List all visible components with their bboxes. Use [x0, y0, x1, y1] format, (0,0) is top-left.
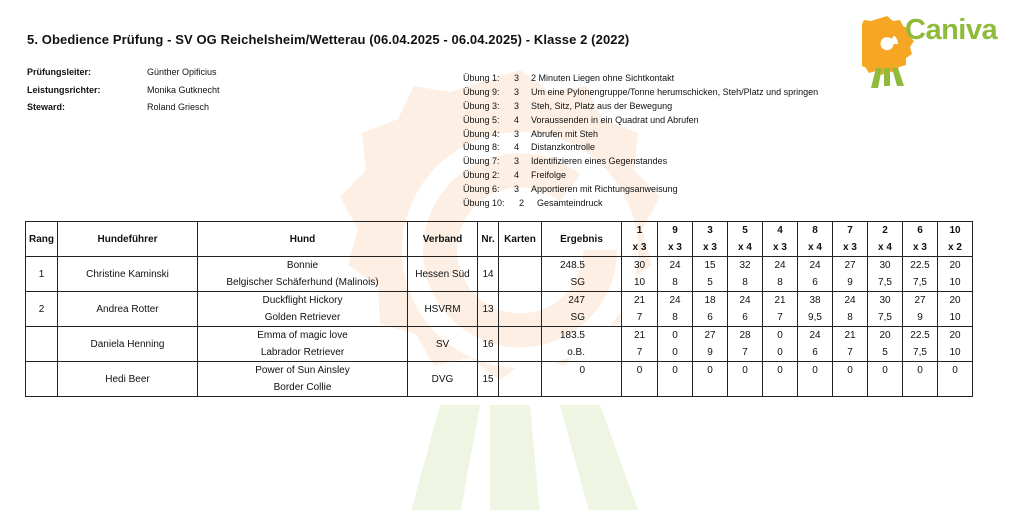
cell-karten — [499, 362, 542, 397]
header-exercise: 9 x 3 — [658, 222, 693, 257]
exercise-points: 3 — [514, 86, 520, 97]
cell-bewertung: SG — [542, 274, 622, 292]
cell-score: 24 — [763, 257, 798, 275]
cell-score: 20 — [868, 327, 903, 345]
cell-hundefuehrer: Daniela Henning — [58, 327, 198, 362]
cell-ergebnis: 248.5 — [542, 257, 622, 275]
cell-score-weighted: 5 — [868, 344, 903, 362]
cell-score: 24 — [798, 257, 833, 275]
meta-label: Steward: — [27, 102, 66, 112]
cell-score: 0 — [693, 362, 728, 380]
header-exercise: 8 x 4 — [798, 222, 833, 257]
meta-label: Prüfungsleiter: — [27, 67, 92, 77]
meta-label: Leistungsrichter: — [27, 85, 101, 95]
header-karten: Karten — [499, 222, 542, 257]
cell-score: 24 — [728, 292, 763, 310]
cell-rang: 2 — [26, 292, 58, 327]
exercise-points: 3 — [514, 184, 520, 195]
cell-score: 0 — [728, 362, 763, 380]
meta-value: Günther Opificius — [147, 67, 217, 77]
cell-score-weighted — [693, 379, 728, 397]
cell-score-weighted: 6 — [728, 309, 763, 327]
cell-score-weighted — [763, 379, 798, 397]
cell-score-weighted: 7,5 — [868, 309, 903, 327]
cell-score-weighted: 9,5 — [798, 309, 833, 327]
cell-score-weighted: 8 — [728, 274, 763, 292]
header-exercise: 10 x 2 — [938, 222, 973, 257]
results-body — [26, 222, 973, 397]
table-row — [26, 327, 973, 345]
cell-score: 24 — [833, 292, 868, 310]
cell-score-weighted: 8 — [833, 309, 868, 327]
exercise-points: 4 — [514, 170, 520, 181]
cell-score: 24 — [658, 292, 693, 310]
cell-bewertung — [542, 379, 622, 397]
cell-hund-name: Bonnie — [198, 257, 408, 275]
header-hundefuehrer: Hundeführer — [58, 222, 198, 257]
cell-score-weighted: 6 — [798, 344, 833, 362]
exercise-name: Übung 1: — [463, 73, 500, 83]
header-exercise: 2 x 4 — [868, 222, 903, 257]
cell-score-weighted: 7,5 — [868, 274, 903, 292]
header-hund: Hund — [198, 222, 408, 257]
meta-value: Roland Griesch — [147, 102, 210, 112]
cell-score: 0 — [763, 327, 798, 345]
exercise-name: Übung 10: — [463, 198, 505, 209]
exercise-name: Übung 9: — [463, 86, 500, 97]
exercise-points: 3 — [514, 156, 520, 167]
cell-score-weighted — [622, 379, 658, 397]
header-ergebnis: Ergebnis — [542, 222, 622, 257]
cell-score-weighted — [798, 379, 833, 397]
cell-score: 27 — [833, 257, 868, 275]
cell-karten — [499, 292, 542, 327]
cell-score-weighted: 0 — [763, 344, 798, 362]
cell-score: 27 — [693, 327, 728, 345]
cell-score: 0 — [658, 362, 693, 380]
cell-nr: 14 — [478, 257, 499, 292]
cell-score: 28 — [728, 327, 763, 345]
exercise-desc: Um eine Pylonengruppe/Tonne herumschicken, Steh/Platz und springen — [531, 86, 819, 97]
cell-hundefuehrer: Andrea Rotter — [58, 292, 198, 327]
exercise-points: 3 — [514, 73, 520, 83]
exercise-name: Übung 6: — [463, 184, 500, 195]
cell-hund-rasse: Border Collie — [198, 379, 408, 397]
cell-score: 20 — [938, 257, 973, 275]
cell-score-weighted: 10 — [938, 344, 973, 362]
cell-hund-rasse: Labrador Retriever — [198, 344, 408, 362]
cell-score: 21 — [622, 327, 658, 345]
cell-score: 0 — [833, 362, 868, 380]
exercise-points: 4 — [514, 114, 520, 125]
cell-bewertung: SG — [542, 309, 622, 327]
cell-nr: 13 — [478, 292, 499, 327]
table-row — [26, 257, 973, 275]
header-exercise: 7 x 3 — [833, 222, 868, 257]
exercise-desc: Steh, Sitz, Platz aus der Bewegung — [531, 100, 673, 111]
cell-score: 22.5 — [903, 257, 938, 275]
exercise-desc: 2 Minuten Liegen ohne Sichtkontakt — [531, 73, 675, 83]
cell-score: 0 — [938, 362, 973, 380]
exercise-points: 4 — [514, 142, 520, 153]
cell-hund-rasse: Golden Retriever — [198, 309, 408, 327]
cell-score-weighted: 8 — [658, 309, 693, 327]
cell-score-weighted: 7,5 — [903, 274, 938, 292]
exercise-desc: Distanzkontrolle — [531, 142, 596, 153]
exercise-desc: Gesamteindruck — [537, 198, 603, 209]
exercise-name: Übung 5: — [463, 114, 500, 125]
exercise-desc: Identifizieren eines Gegenstandes — [531, 156, 668, 167]
exercise-name: Übung 8: — [463, 142, 500, 153]
cell-ergebnis: 247 — [542, 292, 622, 310]
cell-score-weighted: 9 — [903, 309, 938, 327]
cell-hund-name: Emma of magic love — [198, 327, 408, 345]
cell-score: 30 — [622, 257, 658, 275]
cell-score: 22.5 — [903, 327, 938, 345]
header-verband: Verband — [408, 222, 478, 257]
cell-nr: 15 — [478, 362, 499, 397]
cell-score-weighted — [658, 379, 693, 397]
cell-score-weighted — [903, 379, 938, 397]
cell-score-weighted: 10 — [938, 274, 973, 292]
cell-score: 0 — [658, 327, 693, 345]
exercise-desc: Abrufen mit Steh — [531, 128, 599, 139]
cell-score-weighted: 5 — [693, 274, 728, 292]
cell-score-weighted: 7,5 — [903, 344, 938, 362]
cell-score: 24 — [658, 257, 693, 275]
header-exercise: 3 x 3 — [693, 222, 728, 257]
cell-score: 20 — [938, 292, 973, 310]
header-row — [26, 222, 973, 257]
exercise-name: Übung 7: — [463, 156, 500, 167]
cell-score-weighted: 7 — [833, 344, 868, 362]
cell-score: 30 — [868, 292, 903, 310]
table-row — [26, 292, 973, 310]
cell-score-weighted: 7 — [728, 344, 763, 362]
cell-score: 0 — [798, 362, 833, 380]
cell-score-weighted — [868, 379, 903, 397]
cell-score-weighted — [833, 379, 868, 397]
exercise-name: Übung 2: — [463, 170, 500, 181]
cell-score-weighted: 9 — [693, 344, 728, 362]
cell-karten — [499, 327, 542, 362]
cell-score: 38 — [798, 292, 833, 310]
cell-rang — [26, 327, 58, 362]
page-title: 5. Obedience Prüfung - SV OG Reichelsheim/Wetterau (06.04.2025 - 06.04.2025) - Klasse 2 (2022) — [27, 32, 630, 47]
cell-score: 0 — [868, 362, 903, 380]
cell-nr: 16 — [478, 327, 499, 362]
cell-score: 18 — [693, 292, 728, 310]
header-exercise: 4 x 3 — [763, 222, 798, 257]
exercise-points: 2 — [519, 198, 525, 209]
cell-score-weighted: 6 — [798, 274, 833, 292]
cell-ergebnis: 183.5 — [542, 327, 622, 345]
cell-score-weighted: 8 — [763, 274, 798, 292]
cell-verband: SV — [408, 327, 478, 362]
cell-rang — [26, 362, 58, 397]
cell-score-weighted: 6 — [693, 309, 728, 327]
cell-score: 0 — [763, 362, 798, 380]
exercise-desc: Freifolge — [531, 170, 567, 181]
cell-score: 21 — [622, 292, 658, 310]
cell-score: 27 — [903, 292, 938, 310]
cell-score-weighted: 0 — [658, 344, 693, 362]
results-table — [25, 221, 973, 397]
cell-hund-name: Power of Sun Ainsley — [198, 362, 408, 380]
cell-score: 0 — [903, 362, 938, 380]
cell-score-weighted: 7 — [622, 309, 658, 327]
cell-score-weighted — [728, 379, 763, 397]
cell-hundefuehrer: Hedi Beer — [58, 362, 198, 397]
cell-score: 15 — [693, 257, 728, 275]
cell-ergebnis: 0 — [542, 362, 622, 380]
exercise-desc: Voraussenden in ein Quadrat und Abrufen — [531, 114, 699, 125]
header-exercise: 6 x 3 — [903, 222, 938, 257]
cell-score: 0 — [622, 362, 658, 380]
cell-score-weighted: 10 — [622, 274, 658, 292]
exercise-points: 3 — [514, 128, 520, 139]
logo-text: Caniva — [905, 14, 998, 46]
cell-score: 21 — [763, 292, 798, 310]
cell-score-weighted: 7 — [763, 309, 798, 327]
header-rang: Rang — [26, 222, 58, 257]
cell-hundefuehrer: Christine Kaminski — [58, 257, 198, 292]
header-exercise: 1 x 3 — [622, 222, 658, 257]
meta-value: Monika Gutknecht — [147, 85, 220, 95]
cell-score: 30 — [868, 257, 903, 275]
header-exercise: 5 x 4 — [728, 222, 763, 257]
table-row — [26, 362, 973, 380]
exercise-name: Übung 4: — [463, 128, 500, 139]
cell-score-weighted: 9 — [833, 274, 868, 292]
cell-bewertung: o.B. — [542, 344, 622, 362]
cell-score: 24 — [798, 327, 833, 345]
cell-score-weighted — [938, 379, 973, 397]
cell-karten — [499, 257, 542, 292]
cell-score: 21 — [833, 327, 868, 345]
cell-verband: DVG — [408, 362, 478, 397]
cell-score: 32 — [728, 257, 763, 275]
exercise-name: Übung 3: — [463, 100, 500, 111]
cell-hund-rasse: Belgischer Schäferhund (Malinois) — [198, 274, 408, 292]
cell-score-weighted: 8 — [658, 274, 693, 292]
cell-verband: HSVRM — [408, 292, 478, 327]
cell-rang: 1 — [26, 257, 58, 292]
cell-score-weighted: 10 — [938, 309, 973, 327]
header-nr: Nr. — [478, 222, 499, 257]
cell-hund-name: Duckflight Hickory — [198, 292, 408, 310]
exercise-desc: Apportieren mit Richtungsanweisung — [531, 184, 678, 195]
cell-score-weighted: 7 — [622, 344, 658, 362]
cell-score: 20 — [938, 327, 973, 345]
cell-verband: Hessen Süd — [408, 257, 478, 292]
exercise-points: 3 — [514, 100, 520, 111]
